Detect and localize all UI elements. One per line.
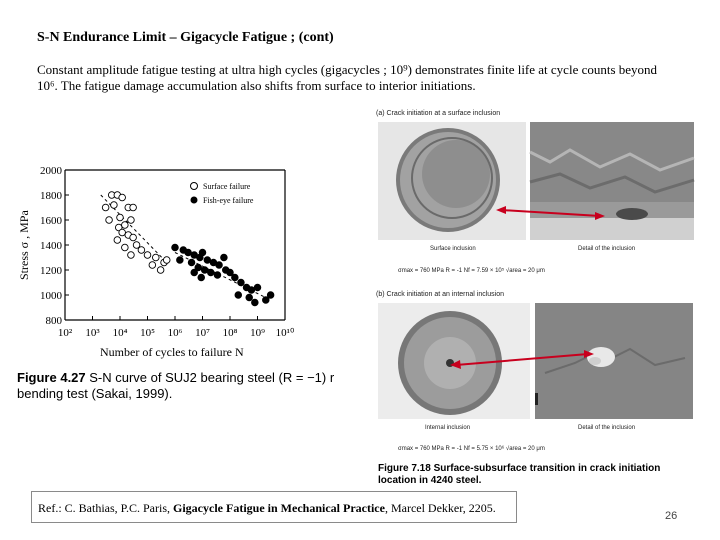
x-tick-label: 10⁷ [195, 327, 210, 339]
surface-point [128, 252, 135, 259]
y-tick-label: 1800 [40, 190, 62, 202]
surface-point [144, 252, 151, 259]
left-figure-caption [17, 370, 367, 402]
chart-xlabel: Number of cycles to failure N [100, 345, 244, 359]
y-tick-label: 800 [45, 315, 62, 327]
surface-point [119, 194, 126, 201]
fisheye-point [185, 249, 192, 256]
surface-point [122, 222, 129, 229]
y-tick-label: 1200 [40, 265, 62, 277]
chart-ylabel: Stress σ , MPa [17, 210, 31, 280]
chart-legend [191, 182, 254, 205]
legend-surface: Surface failure [203, 182, 251, 191]
x-tick-label: 10⁵ [140, 327, 155, 339]
y-tick-label: 1600 [40, 215, 62, 227]
fisheye-point [246, 294, 253, 301]
y-tick-label: 1000 [40, 290, 62, 302]
fisheye-point [172, 244, 179, 251]
panel-a-label: (a) Crack initiation at a surface inclusion [376, 110, 501, 117]
fisheye-point [198, 274, 205, 281]
reference-suffix: , Marcel Dekker, 2205. [384, 501, 496, 515]
surface-point [152, 254, 159, 261]
fisheye-point [214, 272, 221, 279]
intro-paragraph: Constant amplitude fatigue testing at ultra high cycles (gigacycles ; 10⁹) demonstrates finite life at cycle counts beyond 10⁶. The fatigue damage accumulation also shifts from surface to interior initiations. [37, 62, 658, 93]
x-tick-label: 10⁴ [112, 327, 128, 339]
x-tick-label: 10¹⁰ [275, 327, 295, 339]
fisheye-point [238, 279, 245, 286]
fisheye-point [252, 299, 259, 306]
fisheye-point [267, 292, 274, 299]
left-caption-line2: bending test (Sakai, 1999). [17, 386, 173, 401]
fisheye-point [221, 254, 228, 261]
slide-title: S-N Endurance Limit – Gigacycle Fatigue ; (cont) [37, 30, 334, 45]
fisheye-point [188, 259, 195, 266]
surface-point [138, 247, 145, 254]
surface-point [111, 202, 118, 209]
fisheye-point [254, 284, 261, 291]
reference-prefix: Ref.: C. Bathias, P.C. Paris, [38, 501, 174, 515]
panel-b-label: (b) Crack initiation at an internal inclusion [376, 291, 505, 298]
surface-point [163, 257, 170, 264]
surface-point [106, 217, 113, 224]
panel-b-right-caption: Detail of the inclusion [578, 425, 636, 431]
surface-point [122, 244, 129, 251]
y-tick-label: 2000 [40, 165, 62, 177]
x-tick-label: 10² [57, 327, 73, 339]
fisheye-point [207, 269, 214, 276]
panel-a-right-caption: Detail of the inclusion [578, 246, 636, 252]
sn-chart-svg [10, 160, 295, 360]
x-tick-label: 10⁸ [222, 327, 238, 339]
left-caption-text: S-N curve of SUJ2 bearing steel (R = −1) r [85, 370, 335, 385]
surface-point [119, 229, 126, 236]
fisheye-point [177, 257, 184, 264]
reference-book: Gigacycle Fatigue in Mechanical Practice [173, 501, 385, 515]
fisheye-point [216, 262, 223, 269]
panel-b-arrow [378, 340, 608, 380]
right-caption-text: Surface-subsurface transition in crack initiation location in 4240 steel. [378, 463, 661, 486]
reference-box [31, 491, 517, 523]
page-number: 26 [665, 510, 678, 522]
x-tick-label: 10⁹ [250, 327, 265, 339]
surface-point [149, 262, 156, 269]
surface-point [114, 237, 121, 244]
surface-point [102, 204, 109, 211]
fisheye-point [248, 287, 255, 294]
legend-fisheye: Fish-eye failure [203, 196, 254, 205]
surface-point [130, 204, 137, 211]
panel-a-arrow [378, 190, 628, 230]
fisheye-point [199, 249, 206, 256]
surface-point [130, 234, 137, 241]
fisheye-point [191, 269, 198, 276]
fisheye-point [232, 274, 239, 281]
x-tick-label: 10³ [85, 327, 100, 339]
panel-b-params: σmax = 760 MPa R = -1 Nf = 5.75 × 10⁶ √area = 20 μm [398, 446, 545, 452]
fisheye-point [204, 257, 211, 264]
left-caption-label: Figure 4.27 [17, 370, 86, 385]
panel-a-left-caption: Surface inclusion [430, 246, 476, 252]
right-figure-caption [378, 463, 698, 487]
fisheye-point [201, 267, 208, 274]
right-caption-label: Figure 7.18 [378, 463, 431, 474]
sn-chart [10, 160, 295, 360]
surface-point [157, 267, 164, 274]
panel-b-left-caption: Internal inclusion [425, 425, 471, 431]
panel-a-params: σmax = 760 MPa R = -1 Nf = 7.59 × 10⁵ √area = 20 μm [398, 268, 545, 274]
surface-point [117, 214, 124, 221]
fisheye-point [235, 292, 242, 299]
x-tick-label: 10⁶ [167, 327, 183, 339]
y-tick-label: 1400 [40, 240, 62, 252]
surface-point [128, 217, 135, 224]
